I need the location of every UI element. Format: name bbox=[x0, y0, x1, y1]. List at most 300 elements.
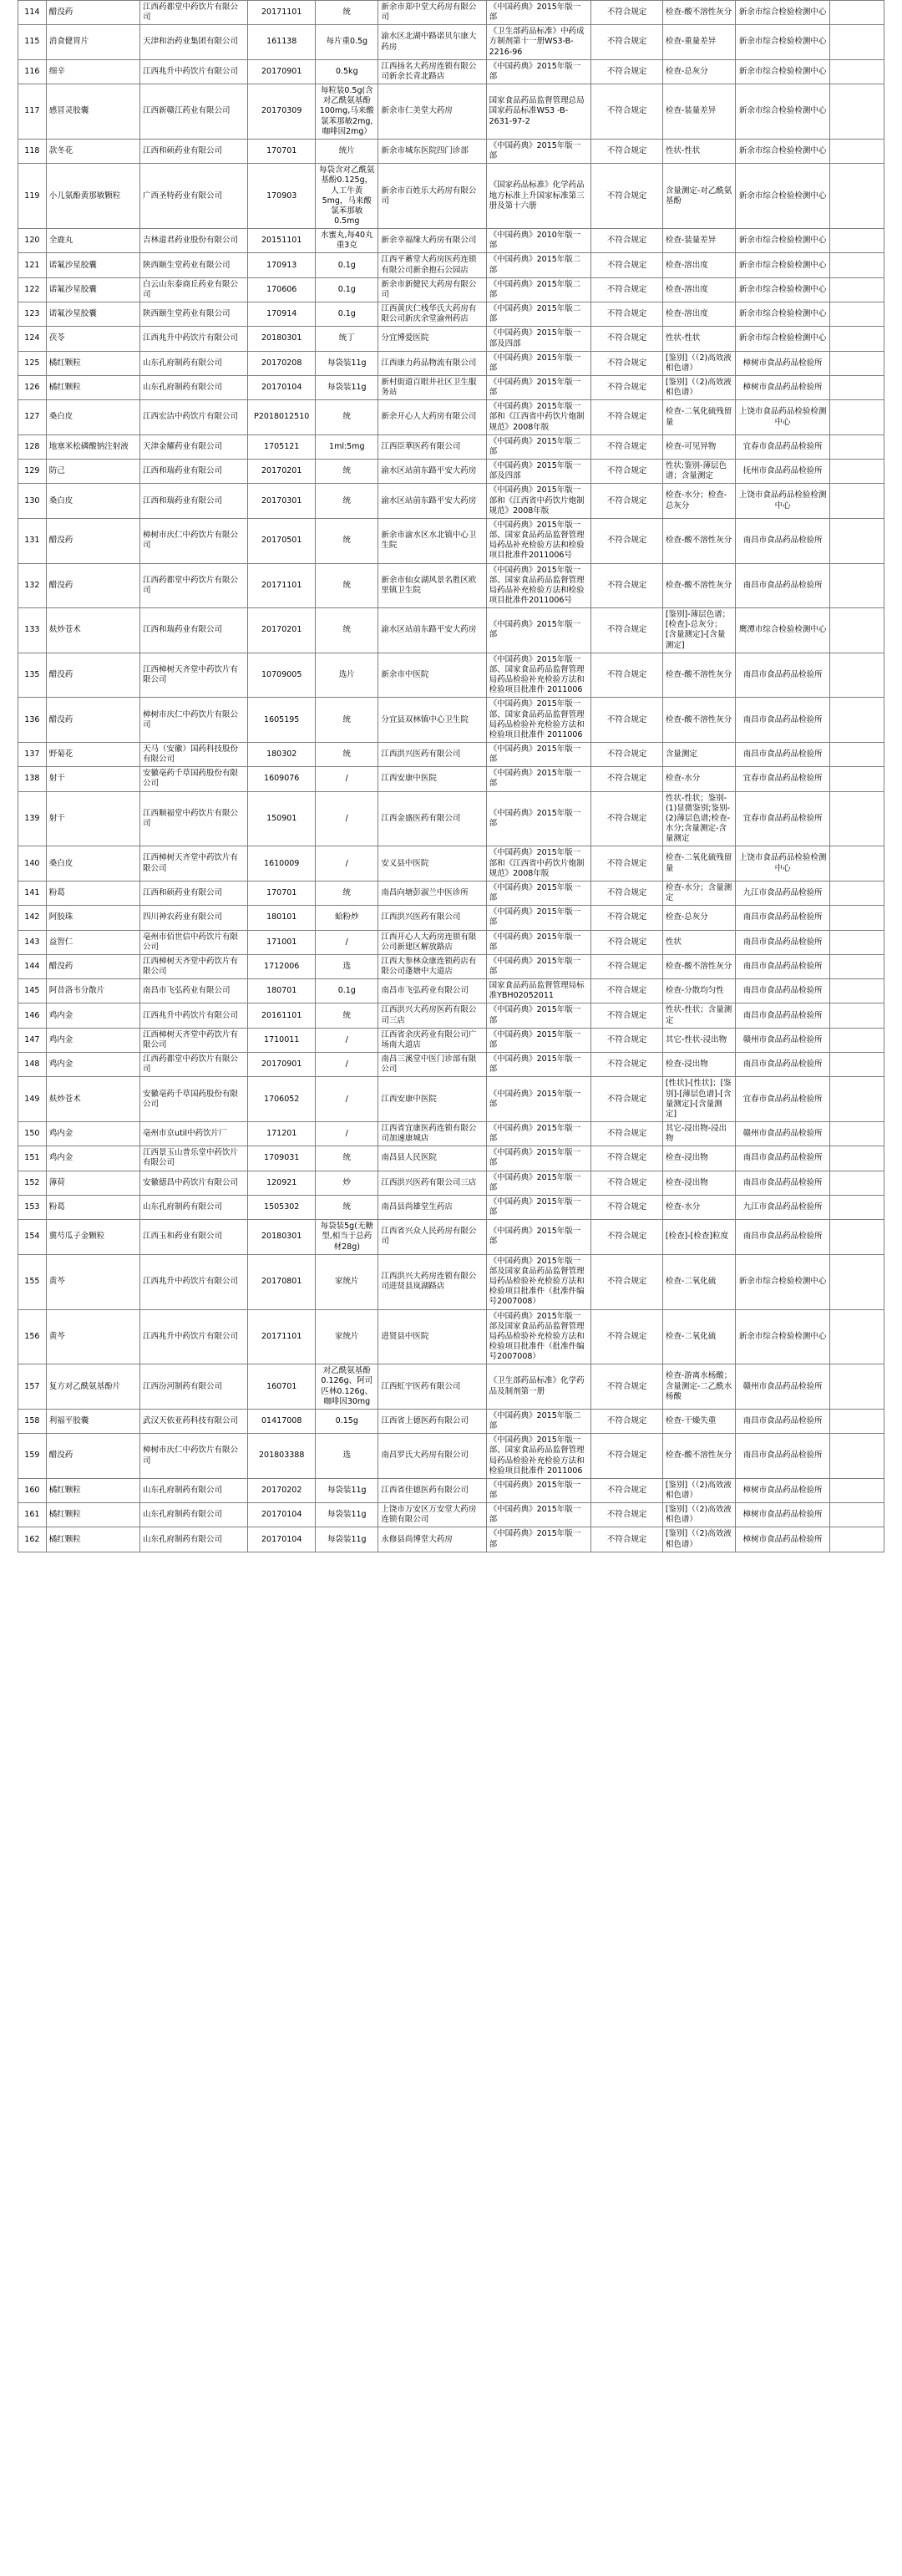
sampling-unit: 新余市百姓乐大药房有限公司 bbox=[378, 164, 486, 229]
inspection-standard: 《中国药典》2015年版一部 bbox=[486, 1122, 591, 1146]
failed-item: 检查-水分 bbox=[662, 1195, 736, 1219]
sampling-unit: 渝水区北湖中路诺贝尔康大药房 bbox=[378, 25, 486, 59]
inspection-standard: 《中国药典》2015年版二部 bbox=[486, 1409, 591, 1433]
specification: 对乙酰氨基酚0.126g、阿司匹林0.126g、咖啡因30mg bbox=[316, 1364, 378, 1410]
row-number: 132 bbox=[18, 563, 47, 608]
conclusion: 不符合规定 bbox=[591, 846, 662, 881]
failed-item: 检查-分散均匀性 bbox=[662, 979, 736, 1003]
drug-name: 款冬花 bbox=[46, 139, 139, 163]
drug-name: 诺氟沙星胶囊 bbox=[46, 253, 139, 277]
table-row bbox=[18, 608, 884, 653]
failed-item: 含量测定-对乙酰氨基酚 bbox=[662, 164, 736, 229]
batch-number: 1505302 bbox=[248, 1195, 316, 1219]
inspection-lab: 南昌市食品药品检验所 bbox=[736, 743, 829, 767]
drug-name: 薄荷 bbox=[46, 1171, 139, 1195]
failed-item: 检查-总灰分 bbox=[662, 59, 736, 84]
row-number: 145 bbox=[18, 979, 47, 1003]
table-row bbox=[18, 59, 884, 84]
inspection-lab: 上饶市食品药品检验检测中心 bbox=[736, 400, 829, 434]
batch-number: 20170309 bbox=[248, 84, 316, 140]
remark bbox=[829, 253, 884, 277]
specification: 家统片 bbox=[316, 1309, 378, 1364]
specification: 统 bbox=[316, 400, 378, 434]
inspection-lab: 九江市食品药品检验所 bbox=[736, 1195, 829, 1219]
manufacturer: 山东孔府制药有限公司 bbox=[140, 376, 248, 400]
batch-number: 20151101 bbox=[248, 229, 316, 253]
failed-item: [鉴别]（（2)高效液相色谱） bbox=[662, 1503, 736, 1527]
specification: 每袋装11g bbox=[316, 1478, 378, 1502]
inspection-lab: 新余市综合检验检测中心 bbox=[736, 277, 829, 302]
sampling-unit: 渝水区站前东路平安大药房 bbox=[378, 484, 486, 518]
row-number: 155 bbox=[18, 1254, 47, 1309]
conclusion: 不符合规定 bbox=[591, 302, 662, 327]
inspection-lab: 樟树市食品药品检验所 bbox=[736, 351, 829, 375]
manufacturer: 江西樟树天齐堂中药饮片有限公司 bbox=[140, 954, 248, 978]
specification: 统 bbox=[316, 1003, 378, 1028]
manufacturer: 四川神农药业有限公司 bbox=[140, 906, 248, 930]
row-number: 133 bbox=[18, 608, 47, 653]
failed-item: [鉴别]（（2)高效液相色谱） bbox=[662, 1527, 736, 1552]
sampling-unit: 江西省上德医药有限公司 bbox=[378, 1409, 486, 1433]
conclusion: 不符合规定 bbox=[591, 1122, 662, 1146]
row-number: 137 bbox=[18, 743, 47, 767]
sampling-unit: 新村街道百眼井社区卫生服务站 bbox=[378, 376, 486, 400]
row-number: 143 bbox=[18, 930, 47, 954]
specification: 0.1g bbox=[316, 979, 378, 1003]
row-number: 117 bbox=[18, 84, 47, 140]
manufacturer: 安徽德昌中药饮片有限公司 bbox=[140, 1171, 248, 1195]
specification: 每袋装11g bbox=[316, 1503, 378, 1527]
batch-number: 20170104 bbox=[248, 1527, 316, 1552]
remark bbox=[829, 84, 884, 140]
inspection-standard: 《中国药典》2015年版一部及四部 bbox=[486, 460, 591, 484]
drug-name: 诺氟沙星胶囊 bbox=[46, 277, 139, 302]
sampling-unit: 南昌县人民医院 bbox=[378, 1146, 486, 1171]
specification: / bbox=[316, 767, 378, 791]
drug-name: 橘红颗粒 bbox=[46, 376, 139, 400]
inspection-standard: 《中国药典》2015年版一部 bbox=[486, 59, 591, 84]
conclusion: 不符合规定 bbox=[591, 1171, 662, 1195]
inspection-lab: 新余市综合检验检测中心 bbox=[736, 302, 829, 327]
table-row bbox=[18, 1478, 884, 1502]
conclusion: 不符合规定 bbox=[591, 881, 662, 905]
remark bbox=[829, 954, 884, 978]
specification: 0.1g bbox=[316, 302, 378, 327]
sampling-unit: 江西平蓄堂大药房医药连锁有限公司新余抱石公园店 bbox=[378, 253, 486, 277]
conclusion: 不符合规定 bbox=[591, 1434, 662, 1479]
inspection-lab: 九江市食品药品检验所 bbox=[736, 881, 829, 905]
failed-item: [检查]-[检查]粒度 bbox=[662, 1220, 736, 1254]
drug-name: 消食健胃片 bbox=[46, 25, 139, 59]
inspection-standard: 《中国药典》2015年版一部 bbox=[486, 1, 591, 25]
inspection-standard: 《中国药典》2015年版一部 bbox=[486, 791, 591, 846]
conclusion: 不符合规定 bbox=[591, 460, 662, 484]
row-number: 153 bbox=[18, 1195, 47, 1219]
inspection-lab: 赣州市食品药品检验所 bbox=[736, 1364, 829, 1410]
inspection-standard: 《中国药典》2015年版一部 bbox=[486, 1503, 591, 1527]
failed-item: 检查-水分 bbox=[662, 767, 736, 791]
inspection-standard: 《卫生部药品标准》化学药品及制剂第一册 bbox=[486, 1364, 591, 1410]
remark bbox=[829, 1409, 884, 1433]
manufacturer: 江西兆升中药饮片有限公司 bbox=[140, 1309, 248, 1364]
table-row bbox=[18, 1309, 884, 1364]
drug-name: 鸡内金 bbox=[46, 1146, 139, 1171]
drug-name: 粉葛 bbox=[46, 881, 139, 905]
inspection-standard: 《中国药典》2015年版一部、国家食品药品监督管理局药品检验补充检验方法和检验项目批准件 2011006 bbox=[486, 698, 591, 743]
failed-item: 检查-酸不溶性灰分 bbox=[662, 698, 736, 743]
failed-item: 检查-酸不溶性灰分 bbox=[662, 1434, 736, 1479]
batch-number: 1609076 bbox=[248, 767, 316, 791]
sampling-unit: 江西安康中医院 bbox=[378, 767, 486, 791]
table-row bbox=[18, 1527, 884, 1552]
conclusion: 不符合规定 bbox=[591, 743, 662, 767]
sampling-unit: 渝水区站前东路平安大药房 bbox=[378, 608, 486, 653]
remark bbox=[829, 1146, 884, 1171]
inspection-standard: 国家食品药品监督管理总局国家药品标准WS3 -B-2631-97-2 bbox=[486, 84, 591, 140]
inspection-lab: 宜春市食品药品检验所 bbox=[736, 767, 829, 791]
manufacturer: 江西和瑞药业有限公司 bbox=[140, 484, 248, 518]
remark bbox=[829, 743, 884, 767]
manufacturer: 亳州市佰世信中药饮片有限公司 bbox=[140, 930, 248, 954]
manufacturer: 安徽亳药千草国药股份有限公司 bbox=[140, 767, 248, 791]
conclusion: 不符合规定 bbox=[591, 1028, 662, 1052]
remark bbox=[829, 608, 884, 653]
specification: 统 bbox=[316, 1195, 378, 1219]
failed-item: 检查-酸不溶性灰分 bbox=[662, 653, 736, 698]
failed-item: 性状-性状；含量测定 bbox=[662, 1003, 736, 1028]
manufacturer: 山东孔府制药有限公司 bbox=[140, 1195, 248, 1219]
row-number: 150 bbox=[18, 1122, 47, 1146]
inspection-standard: 《中国药典》2015年版一部 bbox=[486, 881, 591, 905]
sampling-unit: 新余市仙女湖风景名胜区欧里镇卫生院 bbox=[378, 563, 486, 608]
failed-item: 其它-性状-浸出物 bbox=[662, 1028, 736, 1052]
remark bbox=[829, 1309, 884, 1364]
remark bbox=[829, 376, 884, 400]
failed-item: 检查-浸出物 bbox=[662, 1146, 736, 1171]
inspection-lab: 南昌市食品药品检验所 bbox=[736, 653, 829, 698]
drug-name: 鸡内金 bbox=[46, 1122, 139, 1146]
batch-number: 20171101 bbox=[248, 1309, 316, 1364]
batch-number: 20170201 bbox=[248, 460, 316, 484]
row-number: 125 bbox=[18, 351, 47, 375]
table-row bbox=[18, 1364, 884, 1410]
conclusion: 不符合规定 bbox=[591, 229, 662, 253]
inspection-standard: 《中国药典》2015年版二部 bbox=[486, 302, 591, 327]
row-number: 123 bbox=[18, 302, 47, 327]
failed-item: 检查-二氧化硫残留量 bbox=[662, 400, 736, 434]
failed-item: 检查-水分；检查-总灰分 bbox=[662, 484, 736, 518]
table-row bbox=[18, 277, 884, 302]
sampling-unit: 安义县中医院 bbox=[378, 846, 486, 881]
inspection-standard: 《中国药典》2015年版一部、国家食品药品监督管理局药品检验补充检验方法和检验项目批准件 2011006 bbox=[486, 653, 591, 698]
drug-name: 黄芩 bbox=[46, 1309, 139, 1364]
drug-name: 醋没药 bbox=[46, 1434, 139, 1479]
batch-number: 20170104 bbox=[248, 1503, 316, 1527]
inspection-lab: 新余市综合检验检测中心 bbox=[736, 84, 829, 140]
failed-item: 检查-酸不溶性灰分 bbox=[662, 954, 736, 978]
drug-name: 复方对乙酰氨基酚片 bbox=[46, 1364, 139, 1410]
row-number: 126 bbox=[18, 376, 47, 400]
conclusion: 不符合规定 bbox=[591, 1146, 662, 1171]
table-row bbox=[18, 1053, 884, 1077]
row-number: 148 bbox=[18, 1053, 47, 1077]
inspection-lab: 南昌市食品药品检验所 bbox=[736, 1409, 829, 1433]
drug-name: 醋没药 bbox=[46, 653, 139, 698]
conclusion: 不符合规定 bbox=[591, 327, 662, 351]
inspection-standard: 《中国药典》2015年版二部 bbox=[486, 434, 591, 459]
row-number: 141 bbox=[18, 881, 47, 905]
inspection-standard: 《中国药典》2015年版一部及国家食品药品监督管理局药品检验补充检验方法和检验项目批准件（批准件编号2007008） bbox=[486, 1254, 591, 1309]
table-row bbox=[18, 791, 884, 846]
row-number: 140 bbox=[18, 846, 47, 881]
batch-number: 170903 bbox=[248, 164, 316, 229]
inspection-lab: 新余市综合检验检测中心 bbox=[736, 25, 829, 59]
inspection-standard: 《中国药典》2015年版一部 bbox=[486, 1077, 591, 1122]
inspection-standard: 《中国药典》2015年版一部和《江西省中药饮片炮制规范》2008年版 bbox=[486, 484, 591, 518]
drug-name: 射干 bbox=[46, 791, 139, 846]
manufacturer: 江西药都堂中药饮片有限公司 bbox=[140, 563, 248, 608]
table-row bbox=[18, 1503, 884, 1527]
inspection-lab: 樟树市食品药品检验所 bbox=[736, 1527, 829, 1552]
specification: 统 bbox=[316, 518, 378, 563]
sampling-unit: 江西省佳德医药有限公司 bbox=[378, 1478, 486, 1502]
batch-number: 20161101 bbox=[248, 1003, 316, 1028]
manufacturer: 江西樟树天齐堂中药饮片有限公司 bbox=[140, 846, 248, 881]
specification: 0.15g bbox=[316, 1409, 378, 1433]
conclusion: 不符合规定 bbox=[591, 608, 662, 653]
inspection-lab: 赣州市食品药品检验所 bbox=[736, 1122, 829, 1146]
manufacturer: 江西药都堂中药饮片有限公司 bbox=[140, 1, 248, 25]
manufacturer: 亳州市京util中药饮片厂 bbox=[140, 1122, 248, 1146]
remark bbox=[829, 979, 884, 1003]
table-row bbox=[18, 302, 884, 327]
batch-number: 20170901 bbox=[248, 1053, 316, 1077]
remark bbox=[829, 846, 884, 881]
batch-number: 20170801 bbox=[248, 1254, 316, 1309]
sampling-unit: 永修县尚博堂大药房 bbox=[378, 1527, 486, 1552]
table-row bbox=[18, 327, 884, 351]
batch-number: 1705121 bbox=[248, 434, 316, 459]
inspection-lab: 南昌市食品药品检验所 bbox=[736, 1220, 829, 1254]
manufacturer: 江西汾河制药有限公司 bbox=[140, 1364, 248, 1410]
table-row bbox=[18, 1409, 884, 1433]
batch-number: 20180301 bbox=[248, 327, 316, 351]
row-number: 142 bbox=[18, 906, 47, 930]
row-number: 127 bbox=[18, 400, 47, 434]
row-number: 131 bbox=[18, 518, 47, 563]
table-row bbox=[18, 1003, 884, 1028]
batch-number: 20171101 bbox=[248, 1, 316, 25]
failed-item: 检查-酸不溶性灰分 bbox=[662, 518, 736, 563]
drug-name: 桑白皮 bbox=[46, 846, 139, 881]
inspection-lab: 抚州市食品药品检验所 bbox=[736, 460, 829, 484]
table-row bbox=[18, 563, 884, 608]
remark bbox=[829, 351, 884, 375]
sampling-unit: 江西康力药品物流有限公司 bbox=[378, 351, 486, 375]
manufacturer: 江西兆升中药饮片有限公司 bbox=[140, 1003, 248, 1028]
conclusion: 不符合规定 bbox=[591, 59, 662, 84]
manufacturer: 陕西颐生堂药业有限公司 bbox=[140, 302, 248, 327]
conclusion: 不符合规定 bbox=[591, 400, 662, 434]
specification: 统 bbox=[316, 563, 378, 608]
manufacturer: 天津和治药业集团有限公司 bbox=[140, 25, 248, 59]
batch-number: 170914 bbox=[248, 302, 316, 327]
batch-number: 20180301 bbox=[248, 1220, 316, 1254]
inspection-standard: 《中国药典》2015年版一部 bbox=[486, 1028, 591, 1052]
manufacturer: 陕西颐生堂药业有限公司 bbox=[140, 253, 248, 277]
sampling-unit: 进贤县中医院 bbox=[378, 1309, 486, 1364]
failed-item: [鉴别]（（2)高效液相色谱） bbox=[662, 351, 736, 375]
inspection-lab: 新余市综合检验检测中心 bbox=[736, 59, 829, 84]
inspection-standard: 《中国药典》2015年版一部及国家食品药品监督管理局药品检验补充检验方法和检验项目批准件（批准件编号2007008） bbox=[486, 1309, 591, 1364]
batch-number: 20170104 bbox=[248, 376, 316, 400]
failed-item: 性状-性状 bbox=[662, 327, 736, 351]
sampling-unit: 新余幸福缘大药房有限公司 bbox=[378, 229, 486, 253]
inspection-lab: 新余市综合检验检测中心 bbox=[736, 1, 829, 25]
inspection-standard: 《国家药品标准》化学药品地方标准上升国家标准第三册及第十六册 bbox=[486, 164, 591, 229]
batch-number: 170701 bbox=[248, 139, 316, 163]
manufacturer: 天马（安徽）国药科技股份有限公司 bbox=[140, 743, 248, 767]
specification: 0.1g bbox=[316, 253, 378, 277]
table-row bbox=[18, 1220, 884, 1254]
table-row bbox=[18, 229, 884, 253]
specification: 每片重0.5g bbox=[316, 25, 378, 59]
specification: 0.5kg bbox=[316, 59, 378, 84]
remark bbox=[829, 302, 884, 327]
table-row bbox=[18, 698, 884, 743]
inspection-lab: 新余市综合检验检测中心 bbox=[736, 1309, 829, 1364]
failed-item: [鉴别]-薄层色谱；[检查]-总灰分；[含量测定]-[含量测定] bbox=[662, 608, 736, 653]
table-row bbox=[18, 653, 884, 698]
inspection-standard: 《中国药典》2010年版一部 bbox=[486, 229, 591, 253]
drug-name: 射干 bbox=[46, 767, 139, 791]
remark bbox=[829, 653, 884, 698]
inspection-lab: 南昌市食品药品检验所 bbox=[736, 954, 829, 978]
sampling-unit: 南昌罗氏大药房有限公司 bbox=[378, 1434, 486, 1479]
remark bbox=[829, 277, 884, 302]
failed-item: 检查-水分；含量测定 bbox=[662, 881, 736, 905]
table-row bbox=[18, 1146, 884, 1171]
inspection-lab: 南昌市食品药品检验所 bbox=[736, 979, 829, 1003]
table-row bbox=[18, 434, 884, 459]
row-number: 116 bbox=[18, 59, 47, 84]
sampling-unit: 新余市渝水区水北镇中心卫生院 bbox=[378, 518, 486, 563]
sampling-unit: 江西洪兴大药房连锁有限公司进贤县岚湖路店 bbox=[378, 1254, 486, 1309]
table-row bbox=[18, 139, 884, 163]
row-number: 154 bbox=[18, 1220, 47, 1254]
remark bbox=[829, 698, 884, 743]
sampling-unit: 南昌三溪堂中医门诊部有限公司 bbox=[378, 1053, 486, 1077]
sampling-unit: 南昌市飞弘药业有限公司 bbox=[378, 979, 486, 1003]
sampling-unit: 江西臣華医药有限公司 bbox=[378, 434, 486, 459]
sampling-unit: 南昌向塘彭淑兰中医诊所 bbox=[378, 881, 486, 905]
conclusion: 不符合规定 bbox=[591, 1053, 662, 1077]
manufacturer: 江西兆升中药饮片有限公司 bbox=[140, 1254, 248, 1309]
table-row bbox=[18, 930, 884, 954]
manufacturer: 江西和硕药业有限公司 bbox=[140, 881, 248, 905]
inspection-lab: 樟树市食品药品检验所 bbox=[736, 1478, 829, 1502]
batch-number: P2018012510 bbox=[248, 400, 316, 434]
remark bbox=[829, 460, 884, 484]
drug-name: 橘红颗粒 bbox=[46, 1527, 139, 1552]
row-number: 129 bbox=[18, 460, 47, 484]
conclusion: 不符合规定 bbox=[591, 253, 662, 277]
failed-item: 检查-装量差异 bbox=[662, 229, 736, 253]
inspection-results-table bbox=[18, 0, 884, 1552]
manufacturer: 江西玉和药业有限公司 bbox=[140, 1220, 248, 1254]
batch-number: 171001 bbox=[248, 930, 316, 954]
row-number: 135 bbox=[18, 653, 47, 698]
sampling-unit: 江西洪兴医药有限公司 bbox=[378, 906, 486, 930]
manufacturer: 白云山东泰商丘药业有限公司 bbox=[140, 277, 248, 302]
inspection-standard: 《中国药典》2015年版一部 bbox=[486, 930, 591, 954]
drug-name: 醋没药 bbox=[46, 518, 139, 563]
remark bbox=[829, 1254, 884, 1309]
sampling-unit: 分宜县双林镇中心卫生院 bbox=[378, 698, 486, 743]
specification: 每袋含对乙酰氨基酚0.125g，人工牛黄5mg，马来酸氯苯那敏0.5mg bbox=[316, 164, 378, 229]
specification: 统 bbox=[316, 743, 378, 767]
batch-number: 10709005 bbox=[248, 653, 316, 698]
table-row bbox=[18, 906, 884, 930]
inspection-standard: 《中国药典》2015年版一部 bbox=[486, 1527, 591, 1552]
table-row bbox=[18, 460, 884, 484]
conclusion: 不符合规定 bbox=[591, 434, 662, 459]
conclusion: 不符合规定 bbox=[591, 1409, 662, 1433]
specification: 选 bbox=[316, 1434, 378, 1479]
row-number: 136 bbox=[18, 698, 47, 743]
batch-number: 20170901 bbox=[248, 59, 316, 84]
drug-name: 醋没药 bbox=[46, 954, 139, 978]
batch-number: 1712006 bbox=[248, 954, 316, 978]
specification: 统 bbox=[316, 698, 378, 743]
batch-number: 201803388 bbox=[248, 1434, 316, 1479]
inspection-standard: 《卫生部药品标准》中药成方制剂第十一册WS3-B-2216-96 bbox=[486, 25, 591, 59]
remark bbox=[829, 1003, 884, 1028]
row-number: 162 bbox=[18, 1527, 47, 1552]
row-number: 120 bbox=[18, 229, 47, 253]
batch-number: 20170201 bbox=[248, 608, 316, 653]
remark bbox=[829, 1077, 884, 1122]
inspection-standard: 《中国药典》2015年版一部 bbox=[486, 1478, 591, 1502]
table-row bbox=[18, 743, 884, 767]
failed-item: 检查-浸出物 bbox=[662, 1053, 736, 1077]
manufacturer: 江西樟树天齐堂中药饮片有限公司 bbox=[140, 1028, 248, 1052]
table-row bbox=[18, 484, 884, 518]
row-number: 130 bbox=[18, 484, 47, 518]
manufacturer: 江西樟树天齐堂中药饮片有限公司 bbox=[140, 653, 248, 698]
inspection-lab: 赣州市食品药品检验所 bbox=[736, 1028, 829, 1052]
table-row bbox=[18, 253, 884, 277]
batch-number: 1706052 bbox=[248, 1077, 316, 1122]
failed-item: [鉴别]（（2)高效液相色谱） bbox=[662, 1478, 736, 1502]
table-row bbox=[18, 1028, 884, 1052]
manufacturer: 樟树市庆仁中药饮片有限公司 bbox=[140, 698, 248, 743]
specification: 统片 bbox=[316, 139, 378, 163]
sampling-unit: 江西虹宇医药有限公司 bbox=[378, 1364, 486, 1410]
specification: 水蜜丸,每40丸重3克 bbox=[316, 229, 378, 253]
failed-item: 检查-二氧化硫 bbox=[662, 1254, 736, 1309]
inspection-lab: 南昌市食品药品检验所 bbox=[736, 1146, 829, 1171]
inspection-lab: 南昌市食品药品检验所 bbox=[736, 1434, 829, 1479]
row-number: 149 bbox=[18, 1077, 47, 1122]
conclusion: 不符合规定 bbox=[591, 25, 662, 59]
specification: 统丁 bbox=[316, 327, 378, 351]
inspection-lab: 南昌市食品药品检验所 bbox=[736, 1053, 829, 1077]
batch-number: 170913 bbox=[248, 253, 316, 277]
inspection-lab: 上饶市食品药品检验检测中心 bbox=[736, 846, 829, 881]
row-number: 157 bbox=[18, 1364, 47, 1410]
conclusion: 不符合规定 bbox=[591, 767, 662, 791]
